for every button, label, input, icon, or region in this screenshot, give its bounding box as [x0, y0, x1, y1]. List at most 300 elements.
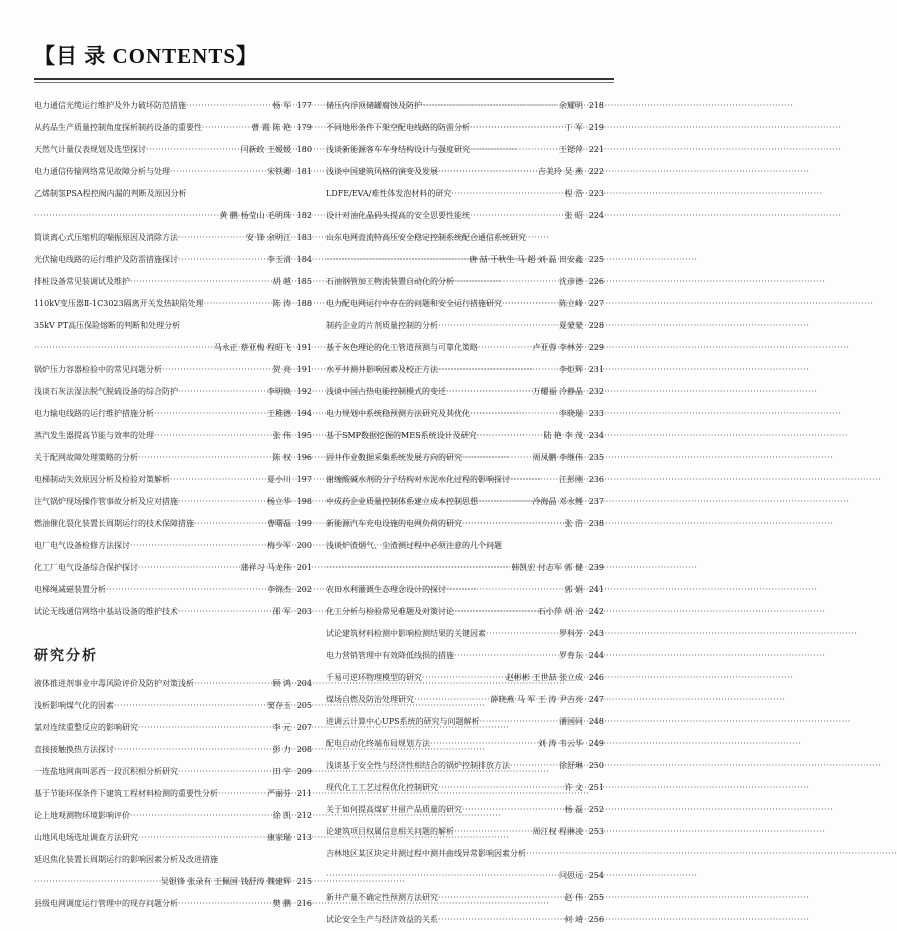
entry-page: 246 — [588, 673, 604, 682]
toc-entry[interactable] — [326, 293, 604, 315]
entry-title: 蒸汽发生器提高节能与效率的处理 — [34, 431, 154, 440]
entry-title: 试论建筑材料检测中影响检测结果的关键因素 — [326, 629, 486, 638]
dot-leader — [138, 717, 270, 739]
entry-page: 195 — [296, 431, 312, 440]
entry-author: 赵 伟 — [564, 893, 583, 902]
dot-leader — [470, 139, 557, 161]
entry-page: 180 — [296, 145, 312, 154]
entry-page: 216 — [296, 899, 312, 908]
header-rule-thick — [34, 78, 614, 80]
entry-page: 249 — [588, 739, 604, 748]
entry-title: 试论安全生产与经济效益的关系 — [326, 915, 438, 924]
toc-entry[interactable] — [34, 227, 312, 249]
dot-leader — [462, 799, 562, 821]
toc-entry[interactable] — [34, 425, 312, 447]
toc-entry[interactable] — [326, 469, 604, 491]
dot-leader — [130, 535, 265, 557]
toc-entry[interactable] — [326, 733, 604, 755]
entry-author: 程 浩 — [564, 189, 583, 198]
toc-entry[interactable] — [326, 909, 604, 931]
toc-entry-wrapped[interactable] — [326, 535, 604, 579]
entry-page: 254 — [588, 871, 604, 880]
dot-leader — [454, 645, 557, 667]
right-column — [326, 95, 604, 931]
entry-author: 沈彦德 — [559, 277, 583, 286]
entry-author: 潘国同 — [559, 717, 583, 726]
entry-page: 224 — [588, 211, 604, 220]
entry-page: 232 — [588, 387, 604, 396]
entry-author: 石小萍 胡 冶 — [537, 607, 583, 616]
entry-author: 安 锋 余明江 — [245, 233, 291, 242]
entry-page: 177 — [296, 101, 312, 110]
toc-entry[interactable] — [34, 513, 312, 535]
entry-page: 231 — [588, 365, 604, 374]
entry-byline — [34, 871, 312, 893]
dot-leader — [178, 249, 265, 271]
entry-title: 新能源汽车充电设施的电网负荷的研究 — [326, 519, 462, 528]
dot-leader — [138, 447, 270, 469]
toc-entry[interactable] — [34, 469, 312, 491]
entry-author: 卢亚蓉 李林芳 — [532, 343, 583, 352]
entry-title: 水平井测井影响因素及校正方法 — [326, 365, 438, 374]
entry-page: 255 — [588, 893, 604, 902]
toc-entry[interactable] — [326, 359, 604, 381]
toc-entry[interactable] — [34, 359, 312, 381]
entry-title: 排桩设备常见装调试及维护 — [34, 277, 130, 286]
entry-page: 218 — [588, 101, 604, 110]
entry-title: 中成药企业质量控制体系建立成本控制思想 — [326, 497, 478, 506]
dot-leader — [451, 183, 562, 205]
entry-page: 198 — [296, 497, 312, 506]
entry-author: 唐 喆 于秋生 马 超 刘 磊 田安鑫 — [469, 255, 583, 264]
entry-page: 233 — [588, 409, 604, 418]
entry-title: 110kV变压器Ⅱ-1C3023隔离开关发热缺陷处理 — [34, 299, 204, 308]
dot-leader — [138, 557, 238, 579]
entry-page: 239 — [588, 563, 604, 572]
entry-title: 千易可逆环物理模型的研究 — [326, 673, 422, 682]
toc-entry[interactable] — [34, 447, 312, 469]
toc-entry[interactable] — [34, 695, 312, 717]
dot-leader — [154, 403, 265, 425]
entry-author: 薛晓燕 马 军 王 涛 尹吉亮 — [490, 695, 583, 704]
toc-entry[interactable] — [34, 293, 312, 315]
dot-leader — [470, 403, 557, 425]
entry-author: 夏小川 — [267, 475, 291, 484]
entry-page: 247 — [588, 695, 604, 704]
toc-entry[interactable] — [34, 557, 312, 579]
dot-leader — [204, 293, 271, 315]
entry-page: 200 — [296, 541, 312, 550]
toc-entry-wrapped[interactable] — [326, 865, 604, 887]
dot-leader — [34, 205, 217, 227]
entry-author: 张 伟 — [272, 431, 291, 440]
toc-entry[interactable] — [326, 425, 604, 447]
entry-byline — [326, 865, 604, 887]
entry-byline — [326, 557, 604, 579]
toc-entry-wrapped[interactable] — [34, 183, 312, 227]
entry-author: 陆 艳 李 茂 — [543, 431, 583, 440]
dot-leader — [114, 695, 265, 717]
dot-leader — [194, 513, 265, 535]
entry-title: 延迟焦化装置长周期运行的影响因素分析及改进措施 — [34, 855, 218, 864]
entry-author: 徐舒琳 — [559, 761, 583, 770]
entry-title: 现代化工工艺过程优化控制研究 — [326, 783, 438, 792]
entry-author: 彭 力 — [272, 745, 291, 754]
entry-author: 曹 霞 陈 艳 — [251, 123, 291, 132]
entry-title: 电力营销管理中有效降低线损的措施 — [326, 651, 454, 660]
dot-leader — [178, 491, 265, 513]
entry-title: 不同地形条件下架空配电线路的防雷分析 — [326, 123, 470, 132]
toc-entry[interactable] — [34, 827, 312, 849]
dot-leader — [438, 909, 562, 931]
toc-entry[interactable] — [326, 843, 604, 865]
dot-leader — [170, 469, 265, 491]
entry-page: 179 — [296, 123, 312, 132]
toc-entry[interactable] — [34, 117, 312, 139]
entry-title: 乙烯制氢PSA程控阀内漏的判断及原因分析 — [34, 189, 187, 198]
toc-entry[interactable] — [326, 139, 604, 161]
entry-byline — [34, 205, 312, 227]
dot-leader — [462, 447, 530, 469]
entry-page: 256 — [588, 915, 604, 924]
toc-entry[interactable] — [34, 381, 312, 403]
entry-title: 谢缠酸碱水剂的分子结构对水泥水化过程的影响探讨 — [326, 475, 510, 484]
entry-title: 浅谈中国古热电能控制模式的变迁 — [326, 387, 446, 396]
entry-title: 锅炉压力容器检验中的常见问题分析 — [34, 365, 162, 374]
entry-title: 基于SMP数据挖掘的MES系统设计及研究 — [326, 431, 477, 440]
entry-author: 曹曙磊 — [267, 519, 291, 528]
dot-leader — [478, 337, 530, 359]
toc-entry[interactable] — [326, 161, 604, 183]
entry-page: 241 — [588, 585, 604, 594]
entry-author: 贺 亮 — [272, 365, 291, 374]
entry-page: 228 — [588, 321, 604, 330]
entry-page: 212 — [296, 811, 312, 820]
entry-author: 梅少军 — [267, 541, 291, 550]
dot-leader — [178, 381, 265, 403]
toc-entry[interactable] — [326, 711, 604, 733]
toc-entry[interactable] — [34, 139, 312, 161]
toc-entry[interactable] — [326, 579, 604, 601]
entry-page: 199 — [296, 519, 312, 528]
dot-leader — [477, 425, 542, 447]
entry-author: 周江权 程淋凌 — [532, 827, 583, 836]
dot-leader — [462, 513, 562, 535]
dot-leader — [202, 117, 249, 139]
dot-leader — [438, 887, 562, 909]
entry-title: 简谈离心式压缩机的喘振原因及消除方法 — [34, 233, 178, 242]
entry-author: 李 元 — [272, 723, 291, 732]
entry-page: 209 — [296, 767, 312, 776]
toc-entry[interactable] — [34, 805, 312, 827]
toc-entry[interactable] — [34, 491, 312, 513]
entry-page: 244 — [588, 651, 604, 660]
toc-entry[interactable] — [326, 491, 604, 513]
toc-entry[interactable] — [34, 403, 312, 425]
entry-author: 夏蒙蒙 — [559, 321, 583, 330]
entry-title: 燃油催化裂化装置长周期运行的技术保障措施 — [34, 519, 194, 528]
entry-author: 徐 凯 — [272, 811, 291, 820]
entry-title: 县级电网调度运行管理中的现存问题分析 — [34, 899, 178, 908]
entry-author: 丁 军 — [564, 123, 583, 132]
entry-author: 李锦杰 — [267, 585, 291, 594]
entry-author: 宋铁卿 — [267, 167, 291, 176]
dot-leader — [478, 491, 530, 513]
toc-entry[interactable] — [34, 95, 312, 117]
entry-author: 马永正 蔡亚梅 程昭飞 — [213, 343, 291, 352]
toc-entry[interactable] — [326, 689, 604, 711]
entry-page: 205 — [296, 701, 312, 710]
dot-leader — [130, 271, 270, 293]
entry-author: 许 文 — [564, 783, 583, 792]
entry-title: 煤场自燃及防治处理研究 — [326, 695, 414, 704]
toc-entry[interactable] — [34, 761, 312, 783]
entry-author: 严丽芬 — [267, 789, 291, 798]
toc-entry[interactable] — [34, 579, 312, 601]
entry-title: 吉林地区某区块定井测过程中测井曲线异常影响因素分析 — [326, 849, 526, 858]
entry-title: 储压内浮顶储罐腐蚀及防护 — [326, 101, 422, 110]
entry-author: 杨 军 — [272, 101, 291, 110]
dot-leader — [326, 557, 509, 579]
entry-title: 浅谈中国建筑风格的演变及发展 — [326, 167, 438, 176]
entry-page: 211 — [296, 789, 312, 798]
toc-entry[interactable] — [326, 645, 604, 667]
dot-leader — [510, 469, 557, 491]
toc-entry[interactable] — [34, 271, 312, 293]
entry-author: 李明焕 — [267, 387, 291, 396]
entry-page: 215 — [296, 877, 312, 886]
toc-entry[interactable] — [326, 513, 604, 535]
toc-entry[interactable] — [326, 667, 604, 689]
entry-title: 注气锅炉现场操作管事故分析及应对措施 — [34, 497, 178, 506]
toc-entry[interactable] — [326, 777, 604, 799]
toc-entry[interactable] — [326, 315, 604, 337]
dot-leader — [446, 579, 562, 601]
entry-title: 基于节能环保条件下建筑工程材料检测的重要性分析 — [34, 789, 218, 798]
toc-entry[interactable] — [326, 117, 604, 139]
entry-title: 电力规划中系统稳预测方法研究及其优化 — [326, 409, 470, 418]
dot-leader — [154, 425, 270, 447]
entry-page: 219 — [588, 123, 604, 132]
entry-title: 一连盐地网南叫恶西一段沉积相分析研究 — [34, 767, 178, 776]
entry-author: 万耀福 冷静晶 — [532, 387, 583, 396]
toc-entry[interactable] — [34, 783, 312, 805]
entry-page: 201 — [296, 563, 312, 572]
entry-author: 胡 越 — [272, 277, 291, 286]
dot-leader — [414, 689, 488, 711]
dot-leader — [430, 733, 536, 755]
entry-author: 王锶萍 — [559, 145, 583, 154]
dot-leader — [146, 139, 238, 161]
entry-author: 李玉清 — [267, 255, 291, 264]
dot-leader — [130, 805, 270, 827]
entry-author: 黄 鹏 杨莹山 毛明珠 — [219, 211, 291, 220]
entry-page: 192 — [296, 387, 312, 396]
entry-page: 202 — [296, 585, 312, 594]
toc-entry[interactable] — [326, 799, 604, 821]
left-column — [34, 95, 312, 915]
entry-page: 181 — [296, 167, 312, 176]
entry-page: 238 — [588, 519, 604, 528]
dot-leader — [186, 95, 270, 117]
toc-entry[interactable] — [326, 271, 604, 293]
entry-page: 235 — [588, 453, 604, 462]
entry-title: 天然气计量仪表规划及选型探讨 — [34, 145, 146, 154]
entry-page: 250 — [588, 761, 604, 770]
toc-entry[interactable] — [326, 183, 604, 205]
dot-leader — [526, 843, 581, 865]
entry-byline — [34, 337, 312, 359]
dot-leader — [470, 205, 562, 227]
toc-entry[interactable] — [326, 887, 604, 909]
entry-author: 刘 涛 韦云华 — [537, 739, 583, 748]
toc-entry[interactable] — [326, 623, 604, 645]
entry-page: 226 — [588, 277, 604, 286]
toc-entry[interactable] — [326, 821, 604, 843]
entry-author: 蒲祥习 马龙伟 — [240, 563, 291, 572]
entry-page: 213 — [296, 833, 312, 842]
entry-author: 闫新政 王嫒媛 — [240, 145, 291, 154]
entry-author: 吴银锋 张录有 王佩国 钱舒涛 魏建辉 — [160, 877, 291, 886]
entry-author: 江彭刚 — [559, 475, 583, 484]
header-rule-thin — [34, 82, 614, 83]
entry-author: 张 昭 — [564, 211, 583, 220]
entry-title: 石油钢管加工物流装置自动化的分析 — [326, 277, 454, 286]
entry-author: 陈 权 — [272, 453, 291, 462]
entry-title: 电梯绳减磁装置分析 — [34, 585, 106, 594]
toc-entry[interactable] — [34, 249, 312, 271]
dot-leader — [326, 249, 467, 271]
entry-title: LDFE/EVA/难性体发泡材料的研究 — [326, 189, 452, 198]
entry-author: 赵彬彬 王世喆 张立成 — [505, 673, 583, 682]
entry-author: 何 靖 — [564, 915, 583, 924]
toc-entry[interactable] — [34, 161, 312, 183]
entry-title: 电梯制动失效原因分析及检验对策解析 — [34, 475, 170, 484]
entry-title: 配电自动化终端布局规划方法 — [326, 739, 430, 748]
entry-author: 田 宇 — [272, 767, 291, 776]
entry-page: 229 — [588, 343, 604, 352]
entry-page: 185 — [296, 277, 312, 286]
entry-title: 基于灰色理论的化工管道预测与可靠化策略 — [326, 343, 478, 352]
toc-entry[interactable] — [326, 403, 604, 425]
toc-entry[interactable] — [326, 447, 604, 469]
contents-header — [34, 40, 614, 83]
entry-page: 243 — [588, 629, 604, 638]
entry-page: 225 — [588, 255, 604, 264]
entry-title: 从药品生产质量控制角度探析制药设备的重要性 — [34, 123, 202, 132]
entry-page: 253 — [588, 827, 604, 836]
entry-title: 35kV PT高压保险熔断的判断和处理分析 — [34, 321, 181, 330]
entry-author: 余耀明 — [559, 101, 583, 110]
entry-title: 浅谈新能源客车车身结构设计与强度研究 — [326, 145, 470, 154]
entry-author: 邵 军 — [272, 607, 291, 616]
dot-leader — [438, 777, 562, 799]
entry-page: 248 — [588, 717, 604, 726]
dot-leader — [194, 673, 270, 695]
dot-leader — [446, 381, 530, 403]
entry-page: 221 — [588, 145, 604, 154]
entry-title: 电力通信光缆运行维护及外力破坏防范措施 — [34, 101, 186, 110]
entry-author: 周凤鹏 李继伟 — [532, 453, 583, 462]
toc-entry[interactable] — [34, 535, 312, 557]
entry-page: 188 — [296, 299, 312, 308]
entry-title: 关于配网故障处理策略的分析 — [34, 453, 138, 462]
toc-entry[interactable] — [34, 739, 312, 761]
dot-leader — [454, 271, 557, 293]
entry-title: 电力通信传输网络常见故障分析与处理 — [34, 167, 170, 176]
entry-title: 电力输电线路的运行维护措施分析 — [34, 409, 154, 418]
dot-leader — [34, 337, 212, 359]
entry-title: 浅谈基于安全性与经济性相结合的锅炉控制排放方法 — [326, 761, 510, 770]
toc-entry-wrapped[interactable] — [326, 227, 604, 271]
toc-entry[interactable] — [326, 337, 604, 359]
entry-page: 196 — [296, 453, 312, 462]
dot-leader — [510, 755, 557, 777]
dot-leader — [114, 739, 270, 761]
dot-leader — [470, 117, 562, 139]
dot-leader — [454, 821, 530, 843]
section-title: 研究分析 — [34, 648, 98, 664]
toc-entry[interactable] — [326, 205, 604, 227]
dot-leader — [178, 893, 270, 915]
toc-entry[interactable] — [326, 601, 604, 623]
toc-entry[interactable] — [34, 601, 312, 623]
dot-leader — [162, 359, 270, 381]
dot-leader — [178, 601, 270, 623]
entry-title: 浅谈石灰法湿法脱气脱硫设备的综合防护 — [34, 387, 178, 396]
entry-title: 进调云计算中心UPS系统的研究与问题解析 — [326, 717, 480, 726]
entry-title: 直接接触换热方法探讨 — [34, 745, 114, 754]
entry-page: 222 — [588, 167, 604, 176]
entry-page: 203 — [296, 607, 312, 616]
toc-entry-wrapped[interactable] — [34, 849, 312, 893]
toc-entry[interactable] — [34, 717, 312, 739]
toc-entry[interactable] — [326, 95, 604, 117]
entry-page: 252 — [588, 805, 604, 814]
dot-leader — [502, 293, 557, 315]
entry-author: 韩凯宏 付志军 郭 健 — [511, 563, 583, 572]
entry-author: 陈立峰 — [559, 299, 583, 308]
toc-entry[interactable] — [326, 755, 604, 777]
entry-title: 农田水利灌溉生态理念设计的探讨 — [326, 585, 446, 594]
entry-author: 樊 鹏 — [272, 899, 291, 908]
dot-leader — [178, 761, 270, 783]
toc-entry[interactable] — [326, 381, 604, 403]
entry-author: 杨立华 — [267, 497, 291, 506]
dot-leader — [438, 359, 557, 381]
dot-leader — [218, 783, 265, 805]
entry-title: 光伏输电线路的运行维护及防雷措施探讨 — [34, 255, 178, 264]
entry-page: 207 — [296, 723, 312, 732]
entry-author: 张 浩 — [564, 519, 583, 528]
entry-title: 关于如何提高煤矿井留产品质量的研究 — [326, 805, 462, 814]
contents-title: 【目 录 CONTENTS】 — [34, 44, 259, 68]
entry-title: 固井作业数据采集系统发展方向的研究 — [326, 453, 462, 462]
entry-title: 液体推进剂事业中毒风险评价及防护对策浅析 — [34, 679, 194, 688]
entry-page: 237 — [588, 497, 604, 506]
entry-byline — [326, 249, 604, 271]
entry-title: 电力配电网运行中存在的问题和安全运行措施研究 — [326, 299, 502, 308]
entry-page: 227 — [588, 299, 604, 308]
toc-entry-wrapped[interactable] — [34, 315, 312, 359]
toc-entry[interactable] — [34, 673, 312, 695]
entry-author: 李炬辉 — [559, 365, 583, 374]
dot-leader — [106, 579, 265, 601]
toc-entry[interactable] — [34, 893, 312, 915]
entry-author: 郭 娟 — [564, 585, 583, 594]
entry-author: 杨 磊 — [564, 805, 583, 814]
entry-page: 184 — [296, 255, 312, 264]
